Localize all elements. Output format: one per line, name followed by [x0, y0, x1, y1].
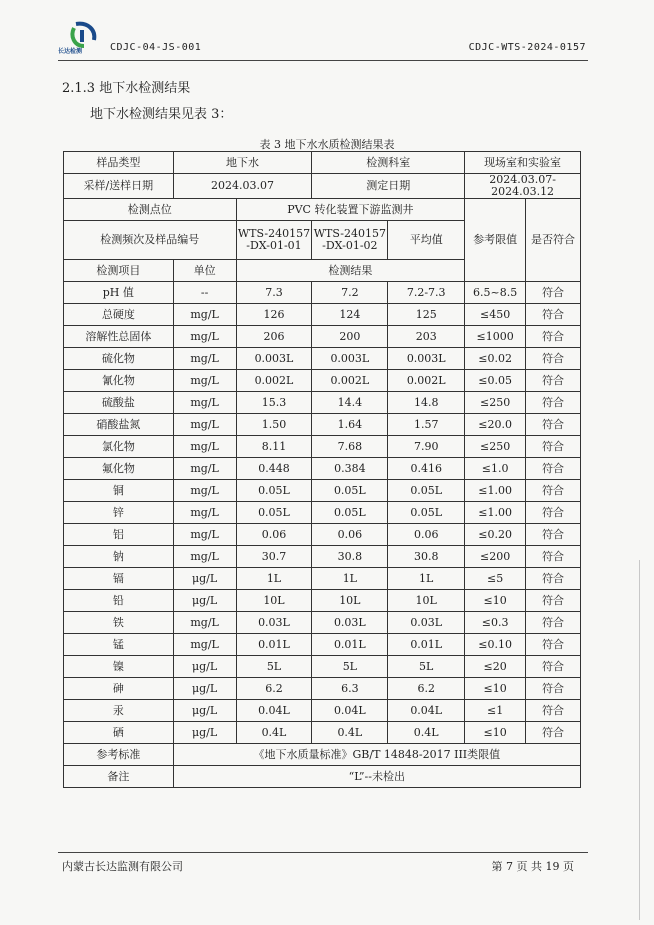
result-2: 7.2	[312, 282, 388, 304]
result-1: 0.03L	[236, 612, 312, 634]
item-unit: μg/L	[173, 678, 236, 700]
table-caption: 表 3 地下水水质检测结果表	[259, 138, 395, 151]
item-name: 氯化物	[64, 436, 174, 458]
result-2: 0.4L	[312, 722, 388, 744]
table-row	[64, 414, 581, 436]
reference-limit: ≤1.00	[465, 480, 526, 502]
item-unit: mg/L	[173, 502, 236, 524]
reference-limit: ≤0.3	[465, 612, 526, 634]
reference-limit: ≤1.0	[465, 458, 526, 480]
result-avg: 0.04L	[388, 700, 465, 722]
table-row	[64, 152, 581, 174]
item-unit: mg/L	[173, 348, 236, 370]
result-2: 7.68	[312, 436, 388, 458]
item-name: pH 值	[64, 282, 174, 304]
conformity: 符合	[526, 304, 581, 326]
conformity: 符合	[526, 612, 581, 634]
result-2: 0.002L	[312, 370, 388, 392]
item-name: 铜	[64, 480, 174, 502]
logo-text: 长达检测	[58, 48, 83, 55]
result-1: 0.003L	[236, 348, 312, 370]
item-name: 氟化物	[64, 458, 174, 480]
item-unit: mg/L	[173, 546, 236, 568]
result-2: 10L	[312, 590, 388, 612]
page-header	[58, 20, 588, 61]
footer-divider	[58, 852, 588, 853]
item-name: 汞	[64, 700, 174, 722]
table-row	[64, 436, 581, 458]
item-unit: mg/L	[173, 458, 236, 480]
result-2: 124	[312, 304, 388, 326]
result-1: 5L	[236, 656, 312, 678]
result-avg: 10L	[388, 590, 465, 612]
table-row	[64, 370, 581, 392]
conform-label: 是否符合	[526, 199, 581, 282]
item-name: 砷	[64, 678, 174, 700]
conformity: 符合	[526, 282, 581, 304]
reference-limit: ≤0.05	[465, 370, 526, 392]
table-row	[64, 700, 581, 722]
result-1: 10L	[236, 590, 312, 612]
footer-page-number: 第 7 页 共 19 页	[491, 860, 574, 873]
result-2: 0.03L	[312, 612, 388, 634]
standard-label: 参考标准	[64, 744, 174, 766]
result-avg: 0.05L	[388, 480, 465, 502]
test-date-label: 测定日期	[312, 174, 465, 199]
result-avg: 6.2	[388, 678, 465, 700]
table-row	[64, 304, 581, 326]
result-avg: 0.01L	[388, 634, 465, 656]
conformity: 符合	[526, 502, 581, 524]
conformity: 符合	[526, 326, 581, 348]
result-avg: 0.003L	[388, 348, 465, 370]
result-avg: 0.05L	[388, 502, 465, 524]
result-1: 0.01L	[236, 634, 312, 656]
reference-limit: ≤10	[465, 590, 526, 612]
reference-limit: ≤5	[465, 568, 526, 590]
table-row	[64, 326, 581, 348]
result-1: 0.04L	[236, 700, 312, 722]
result-1: 0.06	[236, 524, 312, 546]
result-avg: 0.4L	[388, 722, 465, 744]
result-1: 126	[236, 304, 312, 326]
table-row	[64, 634, 581, 656]
item-unit: mg/L	[173, 480, 236, 502]
item-name: 铅	[64, 590, 174, 612]
item-name: 钠	[64, 546, 174, 568]
reference-limit: ≤20	[465, 656, 526, 678]
result-1: 15.3	[236, 392, 312, 414]
item-unit: mg/L	[173, 524, 236, 546]
table-row	[64, 458, 581, 480]
intro-paragraph: 地下水检测结果见表 3：	[90, 107, 233, 122]
reference-limit: ≤1.00	[465, 502, 526, 524]
item-unit: --	[173, 282, 236, 304]
item-name: 总硬度	[64, 304, 174, 326]
sample-1-id: WTS-240157 -DX-01-01	[236, 221, 312, 260]
lab-label: 检测科室	[312, 152, 465, 174]
table-row	[64, 568, 581, 590]
item-unit: mg/L	[173, 436, 236, 458]
sampling-date-label: 采样/送样日期	[64, 174, 174, 199]
avg-label: 平均值	[388, 221, 465, 260]
result-avg: 0.416	[388, 458, 465, 480]
item-name: 铁	[64, 612, 174, 634]
item-unit: mg/L	[173, 392, 236, 414]
conformity: 符合	[526, 480, 581, 502]
result-1: 30.7	[236, 546, 312, 568]
reference-limit: ≤20.0	[465, 414, 526, 436]
result-avg: 1L	[388, 568, 465, 590]
item-name: 硝酸盐氮	[64, 414, 174, 436]
remark-label: 备注	[64, 766, 174, 788]
conformity: 符合	[526, 700, 581, 722]
standard-value: 《地下水质量标准》GB/T 14848-2017 III类限值	[173, 744, 580, 766]
result-2: 5L	[312, 656, 388, 678]
result-avg: 1.57	[388, 414, 465, 436]
item-unit: μg/L	[173, 700, 236, 722]
result-2: 0.05L	[312, 502, 388, 524]
conformity: 符合	[526, 458, 581, 480]
point-value: PVC 转化装置下游监测井	[236, 199, 465, 221]
lab-value: 现场室和实验室	[465, 152, 581, 174]
item-name: 溶解性总固体	[64, 326, 174, 348]
result-1: 1.50	[236, 414, 312, 436]
table-row	[64, 524, 581, 546]
item-unit: mg/L	[173, 326, 236, 348]
result-1: 0.05L	[236, 480, 312, 502]
result-1: 0.448	[236, 458, 312, 480]
result-avg: 203	[388, 326, 465, 348]
unit-label: 单位	[173, 260, 236, 282]
item-name: 镉	[64, 568, 174, 590]
reference-limit: ≤1	[465, 700, 526, 722]
result-2: 6.3	[312, 678, 388, 700]
reference-limit: 6.5~8.5	[465, 282, 526, 304]
reference-limit: ≤1000	[465, 326, 526, 348]
result-2: 0.05L	[312, 480, 388, 502]
conformity: 符合	[526, 524, 581, 546]
result-avg: 0.03L	[388, 612, 465, 634]
conformity: 符合	[526, 634, 581, 656]
conformity: 符合	[526, 370, 581, 392]
table-row	[64, 480, 581, 502]
result-1: 6.2	[236, 678, 312, 700]
table-row	[64, 282, 581, 304]
result-2: 1.64	[312, 414, 388, 436]
conformity: 符合	[526, 436, 581, 458]
reference-limit: ≤250	[465, 392, 526, 414]
conformity: 符合	[526, 678, 581, 700]
test-date-value: 2024.03.07-2024.03.12	[465, 174, 581, 199]
conformity: 符合	[526, 348, 581, 370]
freq-label: 检测频次及样品编号	[64, 221, 237, 260]
table-row	[64, 348, 581, 370]
table-row	[64, 678, 581, 700]
conformity: 符合	[526, 722, 581, 744]
result-2: 200	[312, 326, 388, 348]
result-2: 0.003L	[312, 348, 388, 370]
section-title: 2.1.3 地下水检测结果	[62, 81, 191, 96]
result-avg: 125	[388, 304, 465, 326]
result-1: 8.11	[236, 436, 312, 458]
result-2: 0.01L	[312, 634, 388, 656]
table-row	[64, 766, 581, 788]
result-1: 7.3	[236, 282, 312, 304]
table-row	[64, 502, 581, 524]
result-2: 0.384	[312, 458, 388, 480]
doc-code-left: CDJC-04-JS-001	[110, 42, 202, 53]
footer-company: 内蒙古长达监测有限公司	[62, 860, 183, 873]
result-2: 30.8	[312, 546, 388, 568]
conformity: 符合	[526, 546, 581, 568]
item-unit: mg/L	[173, 634, 236, 656]
item-name: 镍	[64, 656, 174, 678]
conformity: 符合	[526, 392, 581, 414]
result-2: 0.04L	[312, 700, 388, 722]
remark-value: “L”--未检出	[173, 766, 580, 788]
item-name: 铝	[64, 524, 174, 546]
table-row	[64, 656, 581, 678]
item-unit: μg/L	[173, 656, 236, 678]
table-row	[64, 744, 581, 766]
sample-2-id: WTS-240157 -DX-01-02	[312, 221, 388, 260]
reference-limit: ≤10	[465, 678, 526, 700]
table-row	[64, 199, 581, 221]
reference-limit: ≤0.10	[465, 634, 526, 656]
point-label: 检测点位	[64, 199, 237, 221]
result-avg: 30.8	[388, 546, 465, 568]
result-1: 0.002L	[236, 370, 312, 392]
sampling-date-value: 2024.03.07	[173, 174, 312, 199]
item-unit: mg/L	[173, 612, 236, 634]
item-unit: mg/L	[173, 304, 236, 326]
reference-limit: ≤250	[465, 436, 526, 458]
conformity: 符合	[526, 656, 581, 678]
result-avg: 7.2-7.3	[388, 282, 465, 304]
reference-limit: ≤0.02	[465, 348, 526, 370]
table-row	[64, 174, 581, 199]
doc-code-right: CDJC-WTS-2024-0157	[468, 42, 586, 53]
item-name: 硫化物	[64, 348, 174, 370]
table-row	[64, 546, 581, 568]
result-avg: 0.06	[388, 524, 465, 546]
item-unit: mg/L	[173, 370, 236, 392]
table-row	[64, 612, 581, 634]
result-2: 0.06	[312, 524, 388, 546]
table-row	[64, 590, 581, 612]
conformity: 符合	[526, 568, 581, 590]
item-unit: μg/L	[173, 590, 236, 612]
sample-type-label: 样品类型	[64, 152, 174, 174]
item-unit: μg/L	[173, 722, 236, 744]
table-row	[64, 392, 581, 414]
limit-label: 参考限值	[465, 199, 526, 282]
conformity: 符合	[526, 590, 581, 612]
item-name: 硫酸盐	[64, 392, 174, 414]
result-2: 1L	[312, 568, 388, 590]
result-1: 0.4L	[236, 722, 312, 744]
item-unit: μg/L	[173, 568, 236, 590]
conformity: 符合	[526, 414, 581, 436]
result-label: 检测结果	[236, 260, 465, 282]
reference-limit: ≤0.20	[465, 524, 526, 546]
page-edge-divider	[639, 560, 640, 920]
results-table	[63, 151, 581, 788]
item-name: 锌	[64, 502, 174, 524]
result-avg: 7.90	[388, 436, 465, 458]
table-row	[64, 722, 581, 744]
reference-limit: ≤200	[465, 546, 526, 568]
result-avg: 0.002L	[388, 370, 465, 392]
result-avg: 5L	[388, 656, 465, 678]
reference-limit: ≤450	[465, 304, 526, 326]
result-1: 0.05L	[236, 502, 312, 524]
item-name: 氰化物	[64, 370, 174, 392]
item-name: 硒	[64, 722, 174, 744]
sample-type-value: 地下水	[173, 152, 312, 174]
item-unit: mg/L	[173, 414, 236, 436]
result-avg: 14.8	[388, 392, 465, 414]
result-1: 1L	[236, 568, 312, 590]
item-label: 检测项目	[64, 260, 174, 282]
result-2: 14.4	[312, 392, 388, 414]
result-1: 206	[236, 326, 312, 348]
reference-limit: ≤10	[465, 722, 526, 744]
item-name: 锰	[64, 634, 174, 656]
